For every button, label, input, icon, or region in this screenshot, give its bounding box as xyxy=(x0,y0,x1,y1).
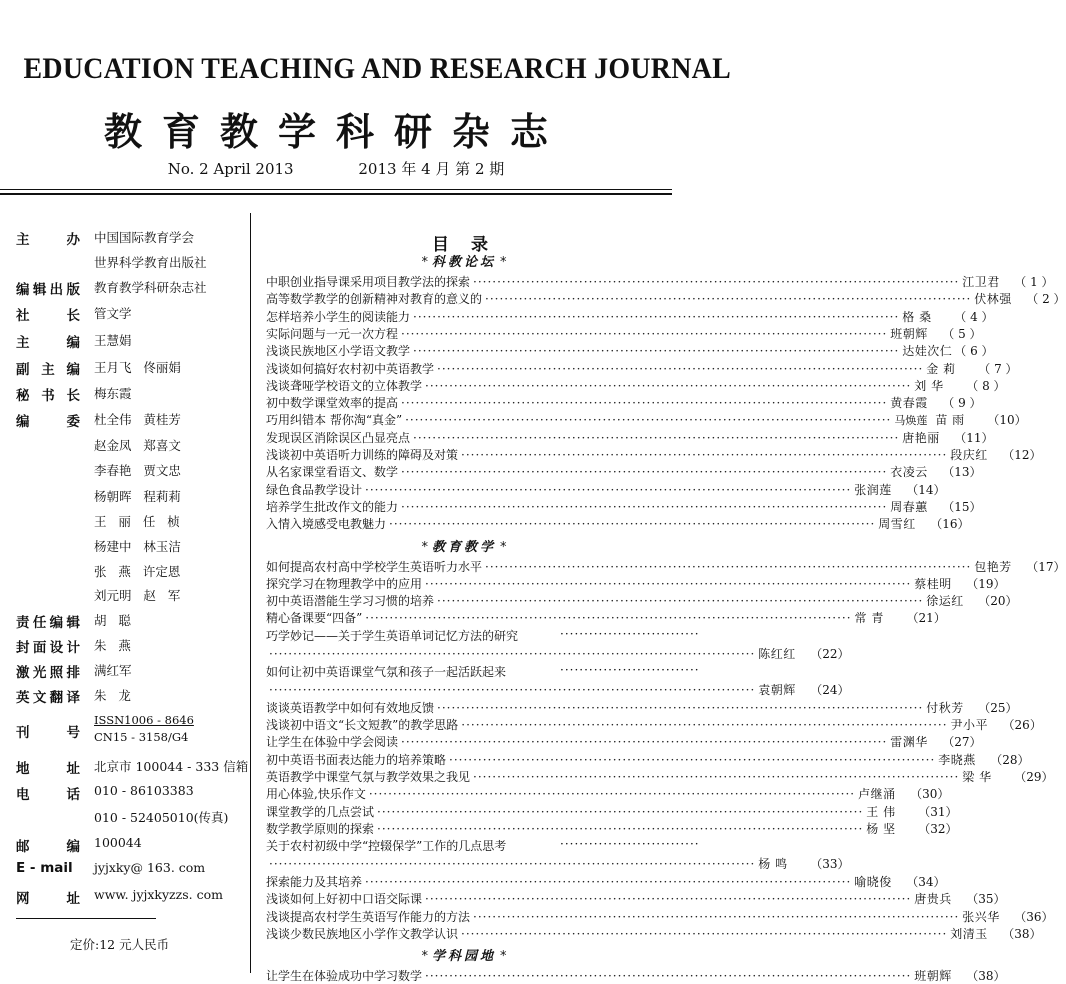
toc-entry-author: 卢继涌 xyxy=(858,787,896,802)
toc-entry[interactable] xyxy=(266,681,850,698)
toc-entry-author: 伏林强 xyxy=(974,292,1012,307)
leader-dots xyxy=(473,770,959,784)
toc-entry-page: （10） xyxy=(987,413,1027,428)
masthead-value: ISSN1006 - 8646 xyxy=(94,713,194,727)
leader-dots xyxy=(405,413,891,427)
toc-entry-page: （20） xyxy=(978,594,1018,609)
toc-entry-title: 让学生在体验中学会阅读 xyxy=(266,735,399,750)
toc-entry-page: （ 2 ） xyxy=(1026,292,1066,307)
toc-entry-page: （35） xyxy=(966,892,1006,907)
masthead-label: E - mail xyxy=(16,860,73,876)
leader-dots xyxy=(413,310,899,324)
toc-entry-page: （11） xyxy=(954,430,994,445)
toc-entry-title: 浅谈如何搞好农村初中英语教学 xyxy=(266,361,435,376)
toc-entry[interactable] xyxy=(266,733,982,750)
journal-title-cn: 教育教学科研杂志 xyxy=(103,110,568,154)
toc-entry-title: 浅谈初中语文“长文短教”的教学思路 xyxy=(266,718,459,732)
toc-entry-page: （21） xyxy=(906,611,946,626)
toc-entry-title[interactable]: 关于农村初级中学“控辍保学”工作的几点思考 xyxy=(266,839,507,854)
masthead-value: 梅东霞 xyxy=(94,386,132,401)
masthead-value: 朱 龙 xyxy=(94,688,131,703)
toc-entry[interactable] xyxy=(266,575,1006,592)
toc-entry[interactable] xyxy=(266,751,1030,768)
masthead-value: 教育教学科研杂志社 xyxy=(94,280,207,295)
masthead-value: 管文学 xyxy=(94,306,132,321)
toc-entry-title: 高等数学教学的创新精神对教育的意义的 xyxy=(266,292,483,307)
toc-section-heading xyxy=(264,251,664,270)
leader-dots xyxy=(365,611,851,625)
toc-entry-page: （24） xyxy=(810,682,850,697)
toc-entry[interactable] xyxy=(266,908,1054,925)
toc-entry-author: 刘 华 xyxy=(914,378,944,393)
leader-dots xyxy=(485,292,971,306)
toc-entry-author: 张兴华 xyxy=(962,909,1000,924)
toc-entry-page: （ 6 ） xyxy=(954,344,994,359)
toc-entry-title: 实际问题与一元一次方程 xyxy=(266,326,399,341)
toc-entry-page: （ 9 ） xyxy=(942,396,982,411)
toc-entry[interactable] xyxy=(266,290,1066,307)
leader-dots xyxy=(401,465,887,479)
toc-entry[interactable] xyxy=(266,377,1006,394)
toc-section-label: 科教论坛 xyxy=(431,255,496,270)
masthead-label: 电 话 xyxy=(16,787,80,803)
leader-dots: ····························· xyxy=(560,662,700,677)
toc-entry-author: 唐贵兵 xyxy=(914,892,952,907)
toc-entry[interactable] xyxy=(266,446,1042,463)
masthead-value[interactable]: www. jyjxkyzzs. com xyxy=(94,887,223,902)
toc-entry[interactable] xyxy=(266,411,1027,428)
toc-entry[interactable] xyxy=(266,360,1018,377)
toc-entry-author: 黄春霞 xyxy=(890,396,928,411)
toc-entry[interactable] xyxy=(266,820,958,837)
column-divider xyxy=(250,213,251,973)
toc-entry-author: 张润莲 xyxy=(854,482,892,497)
leader-dots xyxy=(437,362,923,376)
toc-entry-title: 初中英语书面表达能力的培养策略 xyxy=(266,752,447,767)
toc-entry-page: （15） xyxy=(942,499,982,514)
masthead-value: 胡 聪 xyxy=(94,613,131,628)
toc-entry-title: 数学教学原则的探索 xyxy=(266,821,375,836)
toc-entry-title: 入情入境感受电教魅力 xyxy=(266,517,387,532)
star-icon: * xyxy=(500,539,507,555)
toc-entry-author: 蔡桂明 xyxy=(914,576,952,591)
toc-entry-title: 浅谈聋哑学校语文的立体教学 xyxy=(266,378,423,393)
toc-entry-title: 从名家课堂看语文、数学 xyxy=(266,465,399,480)
masthead-label: 英 文 翻 译 xyxy=(16,690,80,706)
masthead-value: 王 丽 任 桢 xyxy=(94,514,180,529)
toc-entry[interactable] xyxy=(266,925,1042,942)
leader-dots xyxy=(425,969,911,983)
toc-entry-page: （ 1 ） xyxy=(1014,275,1054,289)
toc-entry-author: 江卫君 xyxy=(962,275,1000,289)
toc-entry-title: 探究学习在物理教学中的应用 xyxy=(266,576,423,591)
toc-entry-title: 初中数学课堂效率的提高 xyxy=(266,396,399,411)
price-rule xyxy=(16,918,156,919)
toc-entry-page: （ 4 ） xyxy=(954,309,994,324)
leader-dots xyxy=(269,683,755,697)
star-icon: * xyxy=(500,255,507,270)
leader-dots xyxy=(485,560,971,574)
leader-dots xyxy=(449,753,935,767)
toc-section-heading xyxy=(264,945,664,964)
toc-entry[interactable] xyxy=(266,558,1066,575)
toc-entry-author: 周春蕙 xyxy=(890,499,928,514)
leader-dots xyxy=(461,718,947,732)
toc-entry-page: （32） xyxy=(918,821,958,836)
masthead-value: CN15 - 3158/G4 xyxy=(94,730,189,744)
toc-entry-title: 谈谈英语教学中如何有效地反馈 xyxy=(266,700,435,715)
toc-entry[interactable] xyxy=(266,308,994,325)
toc-entry-page: （38） xyxy=(966,969,1006,984)
toc-entry-title: 绿色食品教学设计 xyxy=(266,482,363,497)
toc-entry[interactable] xyxy=(266,768,1054,785)
toc-entry[interactable] xyxy=(266,803,958,820)
masthead-label: 邮 编 xyxy=(16,839,80,855)
toc-entry[interactable] xyxy=(266,967,1006,984)
toc-entry-page: （29） xyxy=(1014,769,1054,784)
toc-entry-title: 用心体验,快乐作文 xyxy=(266,787,366,802)
toc-entry-author: 尹小平 xyxy=(950,718,989,732)
masthead-label: 社 长 xyxy=(16,308,80,324)
masthead-label: 主 办 xyxy=(16,232,80,248)
header-rule-top xyxy=(0,189,672,190)
masthead-value: 王慧娟 xyxy=(94,333,132,348)
leader-dots xyxy=(425,892,911,906)
toc-entry-page: （17） xyxy=(1026,559,1066,574)
toc-section-heading xyxy=(264,536,664,555)
toc-entry-author: 杨 鸣 xyxy=(758,857,788,872)
toc-entry-title: 浅谈初中英语听力训练的障碍及对策 xyxy=(266,448,459,462)
leader-dots xyxy=(377,822,863,836)
toc-entry-page: （30） xyxy=(910,787,950,802)
toc-entry-page: （ 5 ） xyxy=(942,326,982,341)
toc-entry-page: （33） xyxy=(810,857,850,872)
toc-entry-title: 培养学生批改作文的能力 xyxy=(266,499,399,514)
toc-section-label: 教育教学 xyxy=(431,539,496,555)
leader-dots xyxy=(425,577,911,591)
toc-entry-title: 课堂教学的几点尝试 xyxy=(266,804,375,819)
toc-entry-author: 王 伟 xyxy=(866,804,896,819)
star-icon: * xyxy=(421,255,428,270)
toc-entry[interactable] xyxy=(266,890,1006,907)
toc-entry-author: 衣凌云 xyxy=(890,465,928,480)
toc-entry-page: （14） xyxy=(906,482,946,497)
masthead-value: 中国国际教育学会 xyxy=(94,230,195,245)
toc-entry[interactable] xyxy=(266,498,982,515)
toc-entry[interactable] xyxy=(266,429,994,446)
star-icon: * xyxy=(500,949,507,965)
masthead-value: 010 - 52405010(传真) xyxy=(94,810,229,825)
toc-entry-title: 精心备课要“四备” xyxy=(266,611,363,626)
issue-line xyxy=(0,158,672,179)
leader-dots xyxy=(377,805,863,819)
leader-dots xyxy=(389,517,875,531)
toc-entry-author: 达娃次仁 xyxy=(902,344,953,359)
leader-dots xyxy=(365,875,851,889)
masthead-value: 王月飞 佟丽娟 xyxy=(94,360,181,375)
masthead-label: 刊 号 xyxy=(16,725,80,741)
toc-entry[interactable] xyxy=(266,592,1018,609)
toc-entry-title: 浅谈民族地区小学语文教学 xyxy=(266,344,411,359)
leader-dots xyxy=(461,927,947,941)
toc-entry-title: 让学生在体验成功中学习数学 xyxy=(266,969,423,984)
issue-cn: 2013 年 4 月 第 2 期 xyxy=(358,160,505,178)
leader-dots xyxy=(413,431,899,445)
toc-entry-author: 袁朝辉 xyxy=(758,682,796,697)
toc-entry-author: 包艳芳 xyxy=(974,559,1012,574)
toc-entry-author: 李晓燕 xyxy=(938,752,976,767)
masthead-value: 杜全伟 黄桂芳 xyxy=(94,412,181,427)
toc-entry-author: 唐艳丽 xyxy=(902,430,940,445)
toc-entry-title: 浅谈如何上好初中口语交际课 xyxy=(266,892,423,907)
toc-entry-title[interactable]: 巧学妙记——关于学生英语单词记忆方法的研究 xyxy=(266,628,519,643)
toc-entry[interactable] xyxy=(266,873,946,890)
toc-entry-author: 苗 雨 xyxy=(935,413,965,428)
toc-entry[interactable] xyxy=(266,481,946,498)
leader-dots xyxy=(401,500,887,514)
toc-entry-page: （27） xyxy=(942,735,982,750)
leader-dots xyxy=(401,396,887,410)
toc-entry[interactable] xyxy=(266,645,850,662)
masthead-label: 网 址 xyxy=(16,891,80,907)
header-rule-bottom xyxy=(0,193,672,195)
masthead-value: 赵金凤 郑喜文 xyxy=(94,438,181,453)
toc-entry-author: 梁 华 xyxy=(962,769,992,784)
toc-entry-page: （22） xyxy=(810,646,850,661)
leader-dots xyxy=(461,448,947,462)
masthead-label: 副 主 编 xyxy=(16,362,80,378)
masthead-value: 010 - 86103383 xyxy=(94,783,194,798)
toc-entry[interactable] xyxy=(266,394,982,411)
toc-entry-title[interactable]: 如何让初中英语课堂气氛和孩子一起活跃起来 xyxy=(266,664,507,679)
toc-entry-title: 怎样培养小学生的阅读能力 xyxy=(266,309,411,324)
leader-dots xyxy=(437,594,923,608)
toc-entry[interactable] xyxy=(266,699,1018,716)
masthead-label: 责 任 编 辑 xyxy=(16,615,80,631)
toc-entry-page: （13） xyxy=(942,465,982,480)
masthead-label: 编 辑 出 版 xyxy=(16,282,80,298)
toc-entry-author: 周雪红 xyxy=(878,517,916,532)
masthead-value: 杨建中 林玉洁 xyxy=(94,539,181,554)
toc-entry-page: （16） xyxy=(930,517,970,532)
toc-entry[interactable] xyxy=(266,515,970,532)
star-icon: * xyxy=(421,539,428,555)
masthead-value: 世界科学教育出版社 xyxy=(94,255,207,270)
toc-entry-author: 常 青 xyxy=(854,611,884,626)
masthead-label: 地 址 xyxy=(16,761,80,777)
toc-entry-page: （31） xyxy=(918,804,958,819)
toc-entry[interactable] xyxy=(266,463,982,480)
toc-entry-coauthor: 马焕莲 xyxy=(894,414,928,428)
toc-entry-page: （ 8 ） xyxy=(966,378,1006,393)
toc-title: 目 录 xyxy=(432,235,496,255)
issue-en: No. 2 April 2013 xyxy=(167,160,294,178)
masthead-value: 张 燕 许定恩 xyxy=(94,564,181,579)
leader-dots: ····························· xyxy=(560,837,700,852)
toc-entry[interactable] xyxy=(266,855,850,872)
masthead-value: 杨朝晖 程莉莉 xyxy=(94,489,181,504)
toc-entry-page: （34） xyxy=(906,875,946,890)
toc-entry-page: （12） xyxy=(1002,448,1042,462)
toc-entry-title: 如何提高农村高中学校学生英语听力水平 xyxy=(266,559,483,574)
toc-entry-author: 喻晓俊 xyxy=(854,875,892,890)
toc-entry-author: 付秋芳 xyxy=(926,700,964,715)
price: 定价:12 元人民币 xyxy=(70,937,170,952)
toc-entry-author: 班朝辉 xyxy=(890,326,928,341)
toc-entry[interactable] xyxy=(266,325,982,342)
toc-entry-author: 刘清玉 xyxy=(950,927,988,941)
masthead-value[interactable]: jyjxky@ 163. com xyxy=(94,860,206,875)
leader-dots xyxy=(425,379,911,393)
toc-entry-title: 发现误区消除误区凸显亮点 xyxy=(266,430,411,445)
toc-entry-author: 段庆红 xyxy=(950,448,988,462)
journal-title-en: EDUCATION TEACHING AND RESEARCH JOURNAL xyxy=(23,52,731,85)
masthead-label: 编 委 xyxy=(16,414,80,430)
toc-entry-page: （26） xyxy=(1002,718,1042,732)
masthead-value: 李春艳 贾文忠 xyxy=(94,463,181,478)
masthead-label: 激 光 照 排 xyxy=(16,665,80,681)
toc-entry-title: 浅谈少数民族地区小学作文教学认识 xyxy=(266,927,459,941)
toc-entry-title: 巧用纠错本 帮你淘“真金” xyxy=(266,413,403,428)
leader-dots xyxy=(413,344,899,358)
toc-entry[interactable] xyxy=(266,609,946,626)
toc-entry-page: （36） xyxy=(1014,909,1054,924)
masthead-value: 朱 燕 xyxy=(94,638,131,653)
leader-dots xyxy=(473,910,959,924)
masthead-value: 满红军 xyxy=(94,663,132,678)
leader-dots xyxy=(365,483,851,497)
masthead-label: 封 面 设 计 xyxy=(16,640,80,656)
leader-dots xyxy=(401,327,887,341)
leader-dots xyxy=(401,735,887,749)
leader-dots xyxy=(473,275,959,289)
toc-entry-author: 雷渊华 xyxy=(890,735,928,750)
toc-entry-page: （25） xyxy=(978,700,1018,715)
toc-entry[interactable] xyxy=(266,342,994,359)
masthead-label: 秘 书 长 xyxy=(16,388,80,404)
leader-dots xyxy=(437,701,923,715)
toc-entry-title: 英语教学中课堂气氛与教学效果之我见 xyxy=(266,769,471,784)
toc-entry-author: 徐运红 xyxy=(926,594,964,609)
toc-entry-page: （ 7 ） xyxy=(978,361,1018,376)
toc-entry-page: （19） xyxy=(966,576,1006,591)
leader-dots xyxy=(369,787,855,801)
toc-entry-author: 杨 坚 xyxy=(866,821,896,836)
leader-dots xyxy=(269,647,755,661)
toc-entry[interactable] xyxy=(266,273,1054,290)
toc-entry-title: 中职创业指导课采用项目教学法的探索 xyxy=(266,275,471,289)
toc-entry-author: 班朝辉 xyxy=(914,969,952,984)
toc-entry-author: 金 莉 xyxy=(926,361,956,376)
toc-entry[interactable] xyxy=(266,716,1042,733)
leader-dots xyxy=(269,857,755,871)
toc-entry[interactable] xyxy=(266,785,950,802)
toc-entry-author: 格 桑 xyxy=(902,309,932,324)
masthead-label: 主 编 xyxy=(16,335,80,351)
star-icon: * xyxy=(421,949,428,965)
leader-dots: ····························· xyxy=(560,626,700,641)
masthead-value: 100044 xyxy=(94,835,142,850)
toc-entry-author: 陈红红 xyxy=(758,646,796,661)
masthead-value: 北京市 100044 - 333 信箱 xyxy=(94,759,249,774)
toc-entry-title: 浅谈提高农村学生英语写作能力的方法 xyxy=(266,909,471,924)
toc-entry-title: 初中英语潜能生学习习惯的培养 xyxy=(266,594,435,609)
toc-entry-title: 探索能力及其培养 xyxy=(266,875,363,890)
toc-entry-page: （38） xyxy=(1002,927,1042,941)
masthead-value: 刘元明 赵 军 xyxy=(94,588,181,603)
toc-entry-page: （28） xyxy=(990,752,1030,767)
toc-section-label: 学科园地 xyxy=(431,949,496,965)
